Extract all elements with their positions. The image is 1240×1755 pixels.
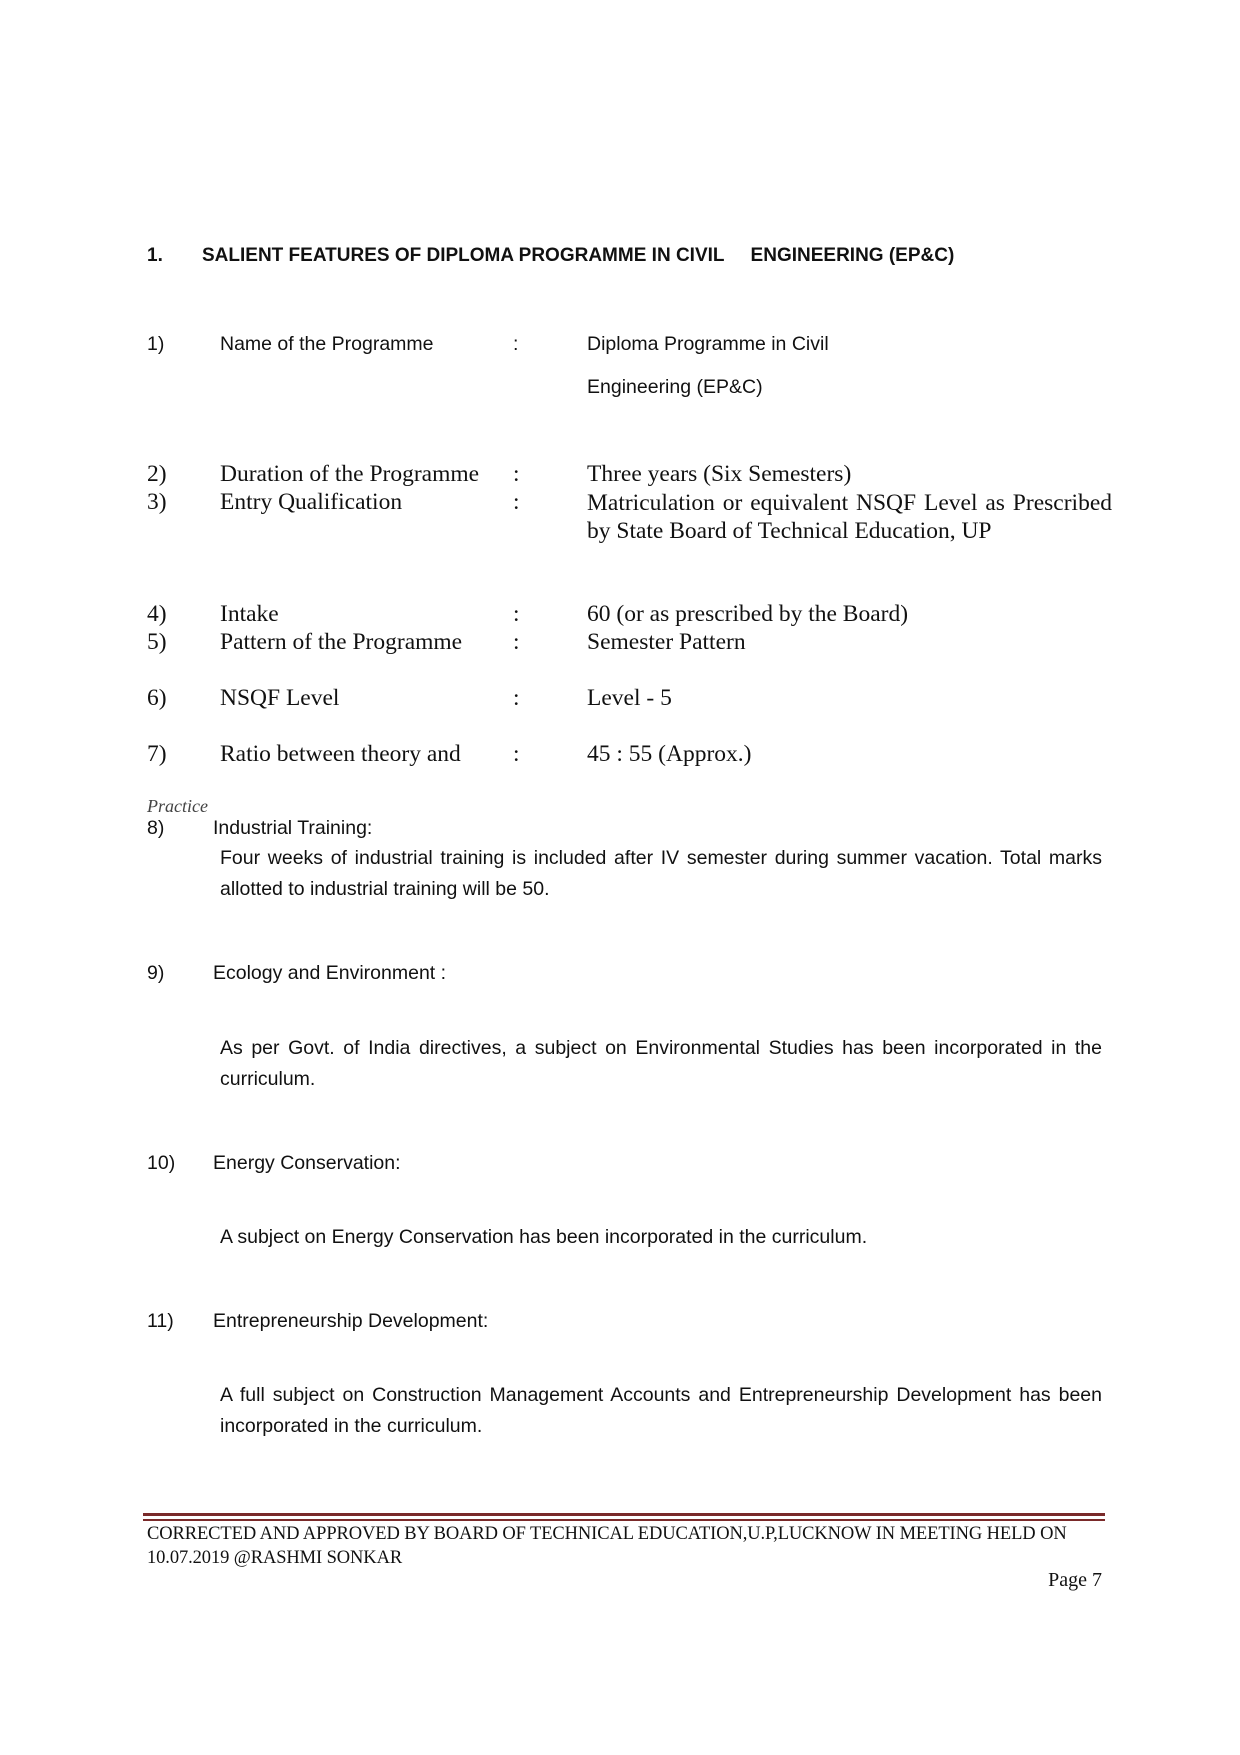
feature-value: Semester Pattern — [587, 629, 746, 655]
heading-number: 1. — [147, 245, 163, 266]
feature-value: 45 : 55 (Approx.) — [587, 741, 752, 767]
feature-label: Intake — [220, 601, 279, 627]
footer-rule-top — [143, 1513, 1105, 1516]
feature-value-line: Engineering (EP&C) — [587, 376, 763, 398]
practice-label: Practice — [147, 796, 208, 816]
feature-number: 1) — [147, 333, 165, 355]
footer-note — [147, 1522, 1107, 1570]
section-industrial-training-text: Four weeks of industrial training is included after IV semester during summer vacation. Total marks allotted to industrial training will be 50. — [220, 847, 1102, 900]
feature-label: Entry Qualification — [220, 489, 403, 515]
section-number: 9) — [147, 962, 165, 984]
section-title: Ecology and Environment : — [213, 962, 447, 984]
feature-label: Duration of the Programme — [220, 461, 480, 487]
feature-number: 2) — [147, 461, 167, 487]
feature-colon: : — [513, 741, 520, 767]
section-title: Entrepreneurship Development: — [213, 1310, 489, 1332]
feature-value: Three years (Six Semesters) — [587, 461, 852, 487]
feature-number: 6) — [147, 685, 167, 711]
feature-value: Level - 5 — [587, 685, 672, 711]
page-number: Page 7 — [1048, 1569, 1102, 1591]
section-ecology-text: As per Govt. of India directives, a subject on Environmental Studies has been incorporated in the curriculum. — [220, 1037, 1102, 1090]
feature-colon: : — [513, 629, 520, 655]
feature-label: Name of the Programme — [220, 333, 434, 355]
feature-number: 5) — [147, 629, 167, 655]
section-entrepreneurship-text: A full subject on Construction Management Accounts and Entrepreneurship Development has been incorporated in the curriculum. — [220, 1384, 1102, 1437]
section-energy-text: A subject on Energy Conservation has been incorporated in the curriculum. — [220, 1226, 868, 1248]
feature-number: 7) — [147, 741, 167, 767]
feature-value: 60 (or as prescribed by the Board) — [587, 601, 909, 627]
feature-colon: : — [513, 685, 520, 711]
feature-label: NSQF Level — [220, 685, 340, 711]
feature-colon: : — [513, 333, 519, 355]
feature-colon: : — [513, 461, 520, 487]
feature-colon: : — [513, 489, 520, 515]
footer-line: 10.07.2019 @RASHMI SONKAR — [147, 1548, 403, 1568]
section-title: Industrial Training: — [213, 817, 373, 839]
section-number: 11) — [147, 1310, 174, 1332]
feature-value: Matriculation or equivalent NSQF Level as Prescribed by State Board of Technical Education, UP — [587, 490, 1112, 544]
feature-number: 3) — [147, 489, 167, 515]
feature-label: Ratio between theory and — [220, 741, 461, 767]
feature-label: Pattern of the Programme — [220, 629, 463, 655]
section-number: 8) — [147, 817, 165, 839]
feature-colon: : — [513, 601, 520, 627]
heading-text: SALIENT FEATURES OF DIPLOMA PROGRAMME IN CIVIL ENGINEERING (EP&C) — [202, 245, 955, 266]
footer-rule-bottom — [143, 1519, 1105, 1521]
footer-line: CORRECTED AND APPROVED BY BOARD OF TECHNICAL EDUCATION,U.P,LUCKNOW IN MEETING HELD ON — [147, 1524, 1067, 1544]
section-number: 10) — [147, 1152, 176, 1174]
section-title: Energy Conservation: — [213, 1152, 401, 1174]
feature-number: 4) — [147, 601, 167, 627]
feature-value-line: Diploma Programme in Civil — [587, 333, 829, 355]
